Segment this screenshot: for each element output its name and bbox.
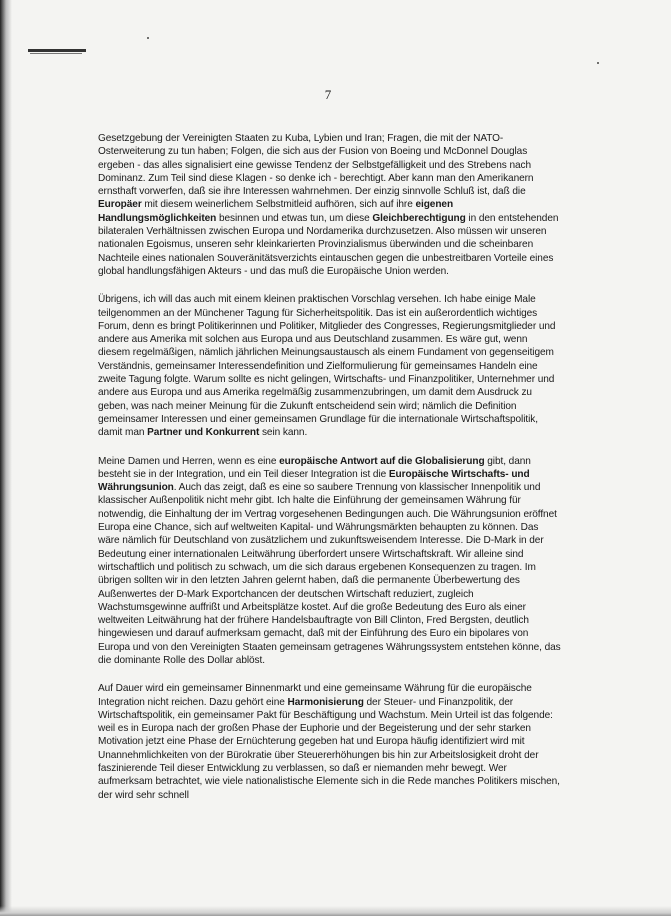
text-run: Auf Dauer wird ein gemeinsamer Binnenmarkt und eine gemeinsame Währung für die europäische Integration nicht reichen. Dazu gehört eine bbox=[98, 683, 532, 708]
text-run: Meine Damen und Herren, wenn es eine bbox=[98, 455, 280, 467]
scan-left-edge bbox=[0, 0, 12, 916]
text-run: Gesetzgebung der Vereinigten Staaten zu Kuba, Lybien und Iran; Fragen, die mit der NATO-Osterweiterung zu tun haben; Folgen, die sich aus der Fusion von Boeing und McDonnel Douglas ergeben - das alles signalisiert eine gewisse Tendenz der Selbstgefälligkeit und des Strebens nach Dominanz. Zum Teil sind diese Klagen - so denke ich - berechtigt. Aber kann man den Amerikanern ernsthaft vorwerfen, daß sie ihre Interessen wahrnehmen. Der einzig sinnvolle Schluß ist, daß die bbox=[98, 133, 534, 198]
scan-speck bbox=[597, 62, 599, 64]
text-run: gibt, dann besteht sie in der Integration, und ein Teil dieser Integration ist die bbox=[98, 455, 531, 480]
bold-text-run: europäische Antwort auf die Globalisierung bbox=[279, 455, 485, 467]
text-run: der Steuer- und Finanzpolitik, der Wirtschaftspolitik, ein gemeinsamer Pakt für Beschäftigung und Wachstum. Mein Urteil ist das folgende: weil es in Europa nach der großen Phase der Euphorie und der Begeisterung und der sehr starken Motivation jetzt eine Phase der Ernüchterung gegeben hat und Europa häufig identifiziert wird mit Unannehmlichkeiten von der Bürokratie über Steuererhöhungen bis hin zur Arbeitslosigkeit droht der faszinierende Teil dieser Entwicklung zu verblassen, so daß er niemanden mehr bewegt. Wer aufmerksam betrachtet, wie viele nationalistische Elemente sich in die Rede manches Politikers mischen, der wird sehr schnell bbox=[98, 696, 560, 801]
text-run: mit diesem weinerlichem Selbstmitleid aufhören, sich auf ihre bbox=[141, 199, 416, 211]
bold-text-run: Harmonisierung bbox=[287, 696, 364, 708]
bold-text-run: Europäer bbox=[98, 199, 142, 211]
bold-text-run: Gleichberechtigung bbox=[372, 212, 466, 224]
text-run: besinnen und etwas tun, um diese bbox=[216, 212, 373, 224]
text-run: Übrigens, ich will das auch mit einem kleinen praktischen Vorschlag versehen. Ich habe einige Male teilgenommen an der Münchener Tagung für Sicherheitspolitik. Das ist ein außerordentlich wichtiges Forum, denn es bringt Politikerinnen und Politiker, Mitglieder des Congresses, Regierungsmitglieder und andere aus Amerika mit solchen aus Europa und aus Deutschland zusammen. Es wäre gut, wenn diesem regelmäßigen, nämlich jährlichen Meinungsaustausch als einem Fundament von gegenseitigem Verständnis, gemeinsamer Interessendefinition und Zielformulierung für gemeinsames Handeln eine zweite Tagung folgte. Warum sollte es nicht gelingen, Wirtschafts- und Finanzpolitiker, Unternehmer und andere aus Europa und aus Amerika regelmäßig zusammenzubringen, um damit dem Ausdruck zu geben, was nach meiner Meinung für die Zukunft entscheidend sein wird; nämlich die Definition gemeinsamer Interessen und einer gemeinsamen Grundlage für die internationale Wirtschaftspolitik, damit man bbox=[98, 294, 556, 439]
paragraph bbox=[98, 132, 562, 278]
bold-text-run: Europäische Wirtschafts- und Währungsunion bbox=[98, 468, 530, 494]
paragraph bbox=[98, 293, 562, 439]
bold-text-run: eigenen Handlungsmöglichkeiten bbox=[98, 199, 454, 224]
body-text bbox=[98, 132, 562, 817]
paragraph bbox=[98, 455, 562, 668]
bold-text-run: Partner und Konkurrent bbox=[147, 427, 260, 439]
paragraph bbox=[98, 682, 562, 802]
header-rule-secondary bbox=[30, 53, 82, 54]
header-rule bbox=[28, 49, 86, 52]
text-run: . Auch das zeigt, daß es eine so saubere Trennung von klassischer Innenpolitik und klassischer Außenpolitik nicht mehr gibt. Ich halte die Einführung der gemeinsamen Währung für notwendig, die Einhaltung der im Vertrag vorgesehenen Bedingungen auch. Die Währungsunion eröffnet Europa eine Chance, sich auf weltweiten Kapital- und Währungsmärkten behaupten zu können. Das wäre nämlich für Deutschland von zusätzlichem und zukunftsweisendem Interesse. Die D-Mark in der Bedeutung einer internationalen Leitwährung überfordert unsere Wirtschaftskraft. Wir alleine sind wirtschaftlich und politisch zu schwach, um die sich daraus ergebenen Konsequenzen zu tragen. Im übrigen sollten wir in den letzten Jahren gelernt haben, daß die permanente Überbewertung des Außenwertes der D-Mark Exportchancen der deutschen Wirtschaft reduziert, zugleich Wachstumsgewinne auffrißt und Arbeitsplätze kostet. Auf die große Bedeutung des Euro als einer weltweiten Leitwährung hat der frühere Handelsbauftragte von Bill Clinton, Fred Bergsten, deutlich hingewiesen und darauf aufmerksam gemacht, daß mit der Einführung des Euro ein bipolares von Europa und von den Vereinigten Staaten gemeinsam getragenes Währungssystem entstehen könne, das die dominante Rolle des Dollar ablöst. bbox=[98, 482, 561, 666]
text-run: in den entstehenden bilateralen Verhältnissen zwischen Europa und Nordamerika durchzusetzen. Also müssen wir unseren nationalen Egoismus, unseren sehr kleinkarierten Provinzialismus überwinden und die scheinbaren Nachteile eines nationalen Souveränitätsverzichts eintauschen gegen die unbestreitbaren Vorteile eines global handlungsfähigen Akteurs - und das muß die Europäische Union werden. bbox=[98, 212, 559, 277]
page-number: 7 bbox=[324, 87, 332, 102]
scan-speck bbox=[147, 37, 149, 39]
scan-bottom-edge bbox=[0, 906, 671, 916]
text-run: sein kann. bbox=[259, 427, 308, 439]
